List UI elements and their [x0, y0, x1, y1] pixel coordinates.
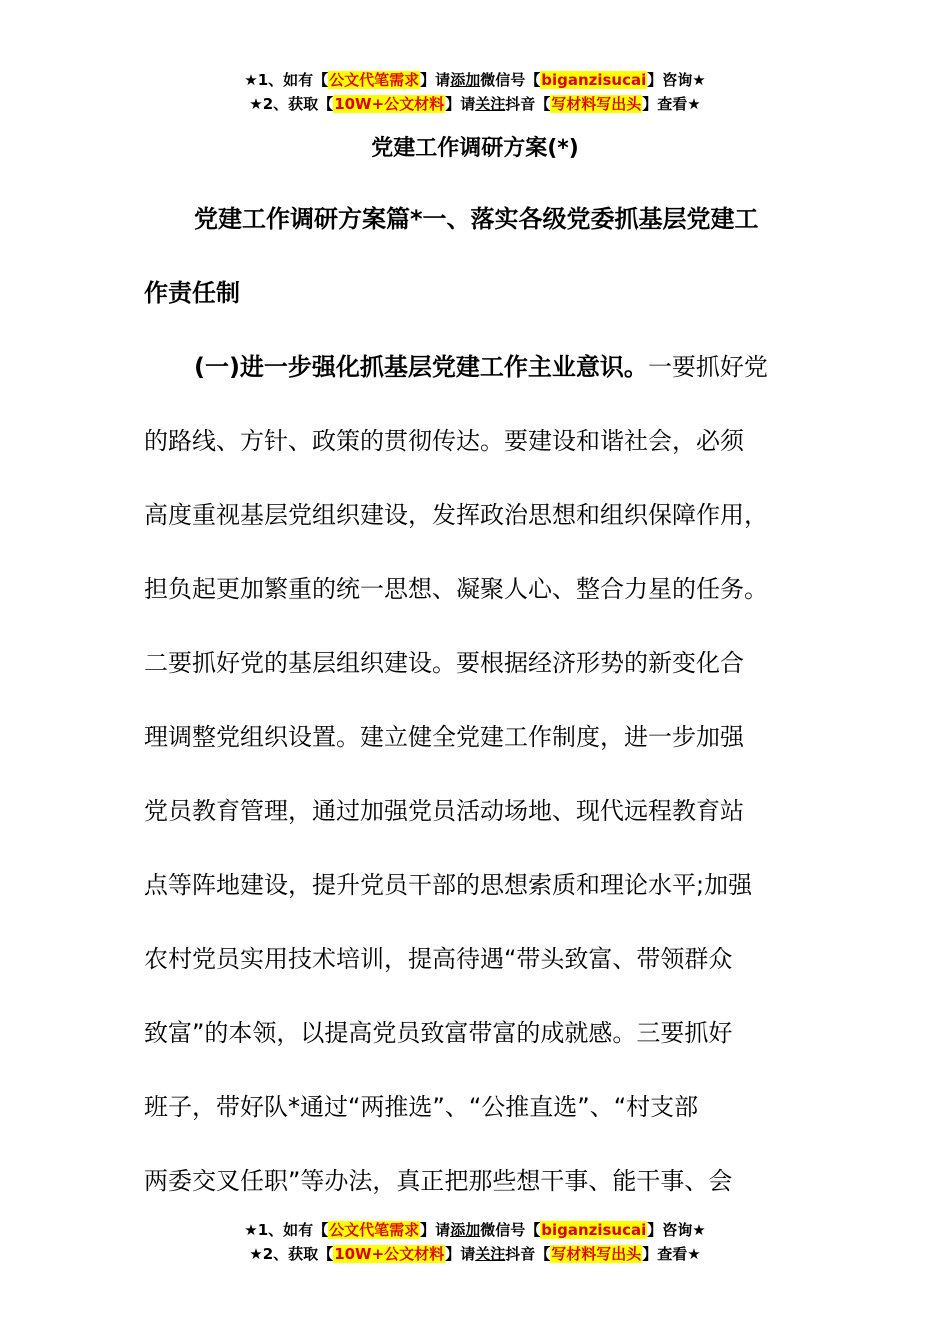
promo-text: 】请 — [420, 1221, 451, 1239]
promo-banner-top — [0, 68, 950, 116]
promo-text: 】查看★ — [642, 1245, 701, 1263]
promo-highlight-wechat-id: biganzisucai — [541, 1221, 647, 1239]
body-line: 农村党员实用技术培训，提高待遇“带头致富、带领群众 — [144, 945, 733, 973]
body-line: 二要抓好党的基层组织建设。要根据经济形势的新变化合 — [144, 649, 744, 677]
promo-line-2 — [0, 1242, 950, 1266]
promo-text: 】请 — [445, 1245, 476, 1263]
promo-line-2 — [0, 92, 950, 116]
document-title: 党建工作调研方案(*) — [371, 136, 579, 161]
subheading: (一)进一步强化抓基层党建工作主业意识。 — [194, 353, 648, 381]
body-line: 理调整党组织设置。建立健全党建工作制度，进一步加强 — [144, 723, 744, 751]
promo-underline-follow: 关注 — [475, 1245, 506, 1263]
body-line: 高度重视基层党组织建设，发挥政治思想和组织保障作用， — [144, 501, 768, 529]
promo-text: 微信号【 — [480, 1221, 541, 1239]
promo-text: 】请 — [420, 71, 451, 89]
body-line: 党员教育管理，通过加强党员活动场地、现代远程教育站 — [144, 797, 744, 825]
promo-underline-add: 添加 — [450, 71, 481, 89]
body-line: 点等阵地建设，提升党员干部的思想索质和理论水平;加强 — [144, 871, 753, 899]
promo-text: ★1、如有【 — [244, 71, 329, 89]
section-heading: 党建工作调研方案篇*一、落实各级党委抓基层党建工 — [194, 205, 759, 233]
body-line: 两委交叉任职”等办法，真正把那些想干事、能干事、会 — [144, 1167, 733, 1195]
promo-text: 】咨询★ — [647, 1221, 706, 1239]
body-line: 致富”的本领，以提高党员致富带富的成就感。三要抓好 — [144, 1019, 733, 1047]
body-line: 班子，带好队*通过“两推选”、“公推直选”、“村支部 — [144, 1093, 699, 1121]
promo-text: 微信号【 — [480, 71, 541, 89]
promo-text: 抖音【 — [505, 95, 551, 113]
body-paragraph-start — [144, 330, 814, 404]
promo-underline-follow: 关注 — [475, 95, 506, 113]
promo-highlight-wechat-id: biganzisucai — [541, 71, 647, 89]
promo-text: 】咨询★ — [647, 71, 706, 89]
promo-highlight-service: 公文代笔需求 — [329, 71, 420, 89]
promo-line-1 — [0, 1218, 950, 1242]
promo-text: 抖音【 — [505, 1245, 551, 1263]
promo-highlight-service: 公文代笔需求 — [329, 1221, 420, 1239]
promo-text: ★2、获取【 — [249, 1245, 334, 1263]
document-body — [144, 182, 814, 1218]
promo-highlight-materials: 10W+公文材料 — [334, 1245, 445, 1263]
promo-text: ★1、如有【 — [244, 1221, 329, 1239]
promo-highlight-materials: 10W+公文材料 — [334, 95, 445, 113]
promo-text: 】查看★ — [642, 95, 701, 113]
promo-line-1 — [0, 68, 950, 92]
promo-text: 】请 — [445, 95, 476, 113]
body-line: 一要抓好党 — [647, 353, 768, 381]
promo-underline-add: 添加 — [450, 1221, 481, 1239]
section-heading-continued: 作责任制 — [144, 279, 240, 307]
promo-highlight-douyin: 写材料写出头 — [551, 95, 642, 113]
promo-text: ★2、获取【 — [249, 95, 334, 113]
body-line: 担负起更加繁重的统一思想、凝聚人心、整合力星的任务。 — [144, 575, 768, 603]
body-line: 的路线、方针、政策的贯彻传达。要建设和谐社会，必须 — [144, 427, 744, 455]
promo-banner-bottom — [0, 1218, 950, 1266]
promo-highlight-douyin: 写材料写出头 — [551, 1245, 642, 1263]
